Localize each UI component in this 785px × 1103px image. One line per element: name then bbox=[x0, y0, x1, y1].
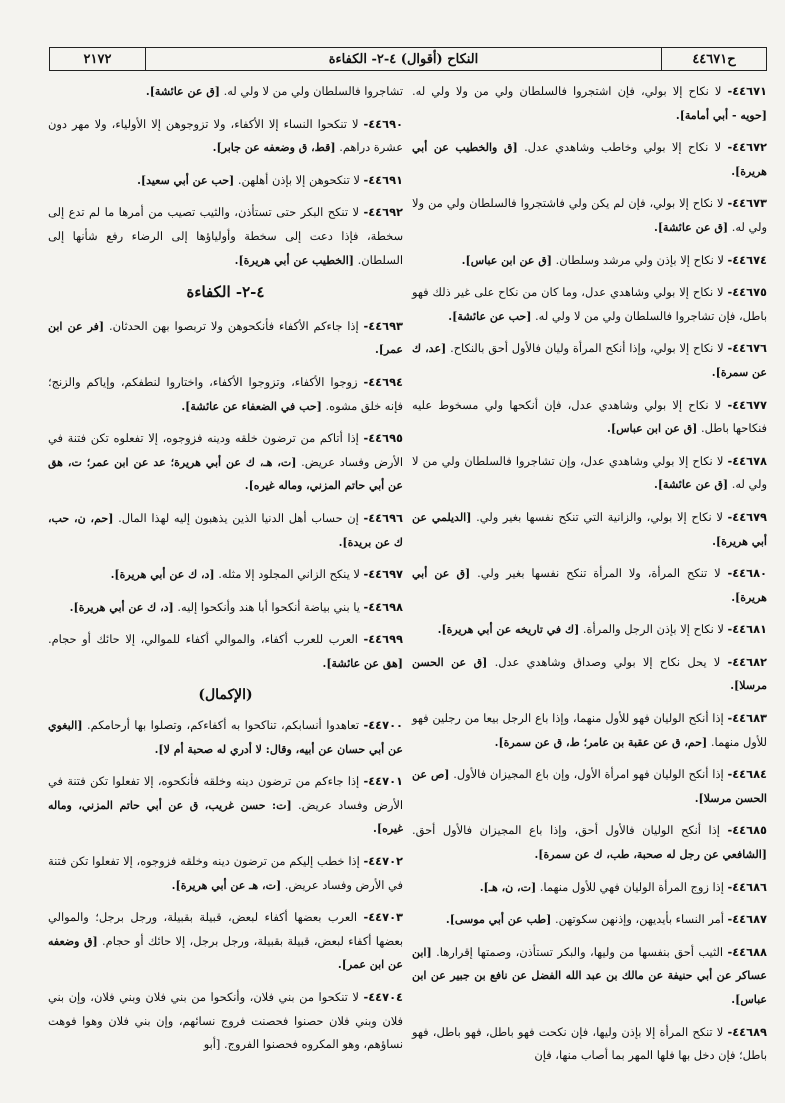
hadith-number: ٤٤٦٨٤- bbox=[727, 767, 767, 782]
hadith-source: [ق عن ابن عباس]. bbox=[607, 422, 698, 436]
hadith-text: الثيب أحق بنفسها من وليها، والبكر تستأذن، وصمتها إقرارها. bbox=[436, 944, 728, 959]
hadith-text: إذا أنكح الوليان فهو للأول منهما، وإذا باع الرجل بيعا من رجلين فهو للأول منهما. bbox=[412, 711, 767, 749]
hadith-range: ح٤٤٦٧١ bbox=[692, 51, 736, 67]
hadith-number: ٤٤٦٩٣- bbox=[363, 318, 404, 333]
hadith-source: [ت، هـ عن أبي هريرة]. bbox=[171, 878, 282, 892]
hadith-number: ٤٤٦٨٠- bbox=[727, 566, 767, 581]
hadith-text: تعاهدوا أنسابكم، تناكحوا به أكفاءكم، وتصلوا بها أرحامكم. bbox=[87, 718, 364, 733]
hadith-text: لا ينكح الزاني المجلود إلا مثله. bbox=[218, 567, 364, 582]
hadith-text: لا نكاح إلا بولي وشاهدي عدل، وما كان من نكاح على غير ذلك فهو باطل، فإن تشاجروا فالسلطان ولي من لا ولي له. bbox=[412, 285, 767, 323]
hadith-entry bbox=[48, 371, 403, 418]
hadith-text: لا نكاح إلا بولي، فإن لم يكن ولي فاشتجروا فالسلطان ولي من ولا ولي له. bbox=[412, 196, 767, 234]
hadith-source: [عد، ك عن سمرة]. bbox=[412, 342, 767, 379]
hadith-entry bbox=[412, 763, 767, 810]
hadith-entry bbox=[48, 201, 403, 272]
hadith-entry bbox=[412, 562, 767, 609]
hadith-text: لا نكاح إلا بولي، والزانية التي تنكح نفسها بغير ولي. bbox=[476, 509, 728, 524]
hadith-number: ٤٤٦٩٢- bbox=[363, 205, 403, 220]
hadith-entry bbox=[48, 714, 403, 761]
hadith-entry bbox=[412, 506, 767, 553]
hadith-number: ٤٤٦٧٩- bbox=[727, 509, 768, 524]
hadith-entry bbox=[412, 80, 767, 127]
hadith-entry bbox=[412, 1021, 767, 1068]
hadith-source: [طب عن أبي موسى]. bbox=[445, 913, 552, 927]
hadith-entry bbox=[412, 707, 767, 754]
hadith-text: إذا جاءكم الأكفاء فأنكحوهن ولا تربصوا بهن الحدثان. bbox=[109, 318, 364, 333]
hadith-number: ٤٤٦٨٣- bbox=[727, 711, 767, 726]
hadith-number: ٤٤٦٨٥- bbox=[727, 823, 767, 838]
hadith-source: [د، ك عن أبي هريرة]. bbox=[69, 600, 174, 614]
hadith-text: لا تنكحوهن إلا بإذن أهلهن. bbox=[237, 172, 364, 187]
hadith-source: [ق عن عائشة]. bbox=[654, 478, 729, 492]
hadith-number: ٤٤٦٨٨- bbox=[727, 944, 767, 959]
hadith-number: ٤٤٦٨٢- bbox=[727, 654, 767, 669]
hadith-text: زوجوا الأكفاء، وتزوجوا الأكفاء، واختاروا لنطفكم، وإياكم والزنج؛ فإنه خلق مشوه. bbox=[48, 374, 403, 413]
hadith-source: [حب عن أبي سعيد]. bbox=[137, 173, 235, 187]
hadith-number: ٤٤٧٠٢- bbox=[363, 854, 403, 869]
left-entry-list bbox=[48, 113, 403, 273]
hadith-text: لا نكاح إلا بإذن الرجل والمرأة. bbox=[582, 622, 728, 637]
hadith-source: [البغوي عن أبي حسان عن أبيه، وقال: لا أدري له صحبة أم لا]. bbox=[48, 719, 403, 756]
running-title: النكاح (أقوال) ٤-٢- الكفاءة bbox=[146, 48, 662, 70]
hadith-number: ٤٤٦٩٤- bbox=[363, 374, 403, 389]
hadith-number: ٤٤٦٩٧- bbox=[363, 567, 403, 582]
hadith-text: لا تنكح البكر حتى تستأذن، والثيب تصيب من أمرها ما لم تدع إلى سخطة، فإذا دعت إلى سخطة وأولياؤها إلى الرضاء رفع شأنها إلى السلطان. bbox=[48, 205, 403, 267]
hadith-source: [د، ك عن أبي هريرة]. bbox=[110, 568, 215, 582]
hadith-source: [ق عن أبي هريرة]. bbox=[412, 567, 767, 604]
hadith-text: إن حساب أهل الدنيا الذين يذهبون إليه لهذا المال. bbox=[118, 510, 364, 525]
hadith-number: ٤٤٦٩٦- bbox=[363, 510, 403, 525]
hadith-entry bbox=[48, 507, 403, 554]
section-title: ٤-٢- الكفاءة bbox=[186, 283, 265, 302]
hadith-source: [ق عن ابن عباس]. bbox=[461, 253, 553, 267]
hadith-text: أمر النساء بأيديهن، وإذنهن سكوتهن. bbox=[554, 912, 728, 927]
hadith-source: [فر عن ابن عمر]. bbox=[48, 319, 403, 357]
hadith-entry bbox=[412, 941, 767, 1012]
hadith-text: إذا أنكح الوليان فالأول أحق، وإذا باع المجيزان فالأول أحق. bbox=[412, 823, 728, 838]
hadith-entry bbox=[412, 136, 767, 183]
left-column bbox=[48, 80, 403, 1066]
right-column bbox=[412, 80, 767, 1077]
hadith-entry bbox=[412, 394, 767, 441]
hadith-source: [هق عن عائشة]. bbox=[322, 656, 403, 670]
hadith-number: ٤٤٦٧١- bbox=[727, 84, 767, 98]
hadith-source: [حم، ن، حب، ك عن بريدة]. bbox=[48, 511, 403, 549]
hadith-text: لا تنكحوا النساء إلا الأكفاء، ولا تزوجوهن إلا الأولياء، ولا مهر دون عشرة دراهم. bbox=[48, 116, 403, 155]
hadith-source: [ق وضعفه عن ابن عمر]. bbox=[48, 934, 403, 972]
hadith-entry bbox=[48, 986, 403, 1057]
hadith-source: [ت، ن، هـ]. bbox=[479, 880, 537, 894]
hadith-text: لا يحل نكاح إلا بولي وصداق وشاهدي عدل. bbox=[494, 654, 728, 669]
hadith-entry bbox=[412, 819, 767, 866]
hadith-number: ٤٤٦٧٨- bbox=[727, 453, 767, 468]
hadith-text: لا نكاح إلا بإذن ولي مرشد وسلطان. bbox=[555, 252, 728, 267]
hadith-text: لا نكاح إلا بولي، فإن اشتجروا فالسلطان ولي من ولا ولي له. bbox=[412, 84, 728, 98]
hadith-entry bbox=[412, 337, 767, 384]
hadith-number: ٤٤٦٩٠- bbox=[363, 116, 403, 131]
hadith-number: ٤٤٦٨٦- bbox=[727, 879, 767, 894]
hadith-entry bbox=[48, 113, 403, 160]
hadith-entry bbox=[48, 427, 403, 498]
hadith-number: ٤٤٦٩٨- bbox=[363, 599, 403, 614]
hadith-number: ٤٤٧٠١- bbox=[363, 774, 403, 789]
hadith-text: لا نكاح إلا بولي، وإذا أنكح المرأة وليان فالأول أحق بالنكاح. bbox=[450, 341, 728, 356]
hadith-entry bbox=[412, 192, 767, 239]
hadith-number: ٤٤٦٩٩- bbox=[363, 632, 403, 647]
hadith-source: [ق عن الحسن مرسلا]. bbox=[412, 655, 767, 693]
hadith-number: ٤٤٦٧٢- bbox=[727, 140, 767, 155]
hadith-source: [الشافعي عن رجل له صحبة، طب، ك عن سمرة]. bbox=[534, 848, 767, 862]
hadith-entry bbox=[48, 770, 403, 841]
hadith-source: [الديلمي عن أبي هريرة]. bbox=[412, 510, 767, 548]
hadith-entry bbox=[48, 563, 403, 587]
hadith-source: [الخطيب عن أبي هريرة]. bbox=[234, 253, 354, 267]
continuation-entry bbox=[48, 80, 403, 104]
hadith-number: ٤٤٧٠٠- bbox=[363, 718, 403, 733]
hadith-number: ٤٤٧٠٤- bbox=[363, 990, 403, 1004]
hadith-text: لا نكاح إلا بولي وشاهدي عدل، وإن تشاجروا فالسلطان ولي من لا ولي له. bbox=[412, 453, 767, 492]
hadith-text: إذا زوج المرأة الوليان فهي للأول منهما. bbox=[539, 879, 728, 894]
hadith-text: لا تنكح المرأة إلا بإذن وليها، فإن نكحت فهو باطل، فهو باطل، فهو باطل؛ فإن دخل بها فلها المهر بما أصاب منها، فإن bbox=[412, 1024, 767, 1063]
hadith-text: إذا أنكح الوليان فهو امرأة الأول، وإن باع المجيزان فالأول. bbox=[453, 767, 728, 782]
hadith-entry bbox=[412, 651, 767, 698]
hadith-number: ٤٤٦٨١- bbox=[727, 622, 767, 637]
hadith-text: إذا أتاكم من ترضون خلقه ودينه فزوجوه، إلا تفعلوه تكن فتنة في الأرض وفساد عريض. bbox=[48, 431, 403, 469]
hadith-entry bbox=[48, 906, 403, 977]
hadith-entry bbox=[412, 450, 767, 497]
entry-text: تشاجروا فالسلطان ولي من لا ولي له. bbox=[223, 84, 403, 98]
hadith-text: لا تنكحوا من بني فلان، وأنكحوا من بني فلان وبني فلان، وإن بني فلان وبني فلان حصنوا فحصنت فروج نسائهم، وإن بني فلان وهوا فوهت نساؤهم، وهو المكروه فحصنوا الفروج. [أبو bbox=[48, 990, 403, 1052]
hadith-entry bbox=[412, 281, 767, 328]
page-header bbox=[49, 47, 767, 71]
hadith-text: إذا جاءكم من ترضون دينه وخلقه فأنكحوه، إلا تفعلوا تكن فتنة في الأرض وفساد عريض. bbox=[48, 774, 404, 812]
hadith-text: يا بني بياضة أنكحوا أبا هند وأنكحوا إليه. bbox=[177, 599, 364, 614]
hadith-number: ٤٤٦٩٥- bbox=[363, 431, 403, 446]
page-number: ٢١٧٢ bbox=[50, 48, 146, 70]
hadith-entry bbox=[48, 596, 403, 620]
ikmal-title: (الإكمال) bbox=[198, 687, 253, 704]
hadith-entry bbox=[48, 315, 403, 362]
hadith-source: [ابن عساكر عن أبي حنيفة عن مالك بن عبد الله الفضل عن نافع بن جبير عن ابن عباس]. bbox=[412, 945, 767, 1006]
hadith-number: ٤٤٦٨٩- bbox=[727, 1024, 767, 1039]
hadith-source: [ت: حسن غريب، ق عن أبي حاتم المزني، وماله غيره]. bbox=[48, 798, 403, 836]
entry-source: [ق عن عائشة]. bbox=[145, 85, 220, 98]
hadith-text: لا نكاح إلا بولي وشاهدي عدل، فإن أنكحها ولي مسخوط عليه فنكاحها باطل. bbox=[412, 397, 767, 436]
hadith-text: لا نكاح إلا بولي وخاطب وشاهدي عدل. bbox=[524, 140, 728, 155]
hadith-text: إذا خطب إليكم من ترضون دينه وخلقه فزوجوه، إلا تفعلوا تكن فتنة في الأرض وفساد عريض. bbox=[48, 854, 403, 892]
hadith-entry bbox=[412, 249, 767, 273]
hadith-number: ٤٤٦٩١- bbox=[363, 172, 403, 187]
hadith-entry bbox=[412, 876, 767, 900]
hadith-source: [حب عن عائشة]. bbox=[448, 309, 532, 323]
hadith-text: لا تنكح المرأة، ولا المرأة تنكح نفسها بغير ولي. bbox=[477, 566, 728, 581]
hadith-entry bbox=[412, 908, 767, 932]
hadith-source: [حويه - أبي أمامة]. bbox=[675, 108, 767, 122]
hadith-number: ٤٤٦٧٤- bbox=[727, 252, 767, 267]
hadith-number: ٤٤٦٧٥- bbox=[727, 285, 767, 300]
hadith-entry bbox=[48, 628, 403, 675]
hadith-source: [ت، هـ، ك عن أبي هريرة؛ عد عن ابن عمر؛ ت، هق عن أبي حاتم المزني، وماله غيره]. bbox=[48, 455, 403, 493]
hadith-number: ٤٤٦٨٧- bbox=[727, 912, 767, 927]
ikmal-entry-list bbox=[48, 714, 403, 1057]
hadith-source: [قط، ق وضعفه عن جابر]. bbox=[212, 141, 336, 155]
hadith-source: [حم، ق عن عقبة بن عامر؛ ط، ق عن سمرة]. bbox=[494, 735, 708, 749]
hadith-number: ٤٤٦٧٣- bbox=[727, 196, 767, 211]
hadith-entry bbox=[48, 169, 403, 193]
hadith-entry bbox=[412, 618, 767, 642]
hadith-entry bbox=[48, 850, 403, 897]
hadith-source: [ق والخطيب عن أبي هريرة]. bbox=[412, 141, 767, 178]
hadith-source: [ك في تاريخه عن أبي هريرة]. bbox=[437, 623, 580, 637]
section-entry-list bbox=[48, 315, 403, 676]
hadith-source: [ق عن عائشة]. bbox=[654, 220, 729, 234]
hadith-source: [حب في الضعفاء عن عائشة]. bbox=[181, 399, 322, 413]
hadith-number: ٤٤٦٧٧- bbox=[727, 397, 767, 412]
hadith-number: ٤٤٧٠٣- bbox=[363, 910, 403, 925]
hadith-text: العرب للعرب أكفاء، والموالي أكفاء للموالي، إلا حائك أو حجام. bbox=[48, 632, 364, 647]
hadith-source: [ص عن الحسن مرسلا]. bbox=[412, 768, 767, 805]
hadith-number: ٤٤٦٧٦- bbox=[727, 341, 767, 356]
hadith-text: العرب بعضها أكفاء لبعض، قبيلة بقبيلة، ورجل برجل؛ والموالي بعضها أكفاء لبعض، قبيلة بقبيلة، ورجل برجل، إلا حائك أو حجام. bbox=[48, 910, 403, 948]
